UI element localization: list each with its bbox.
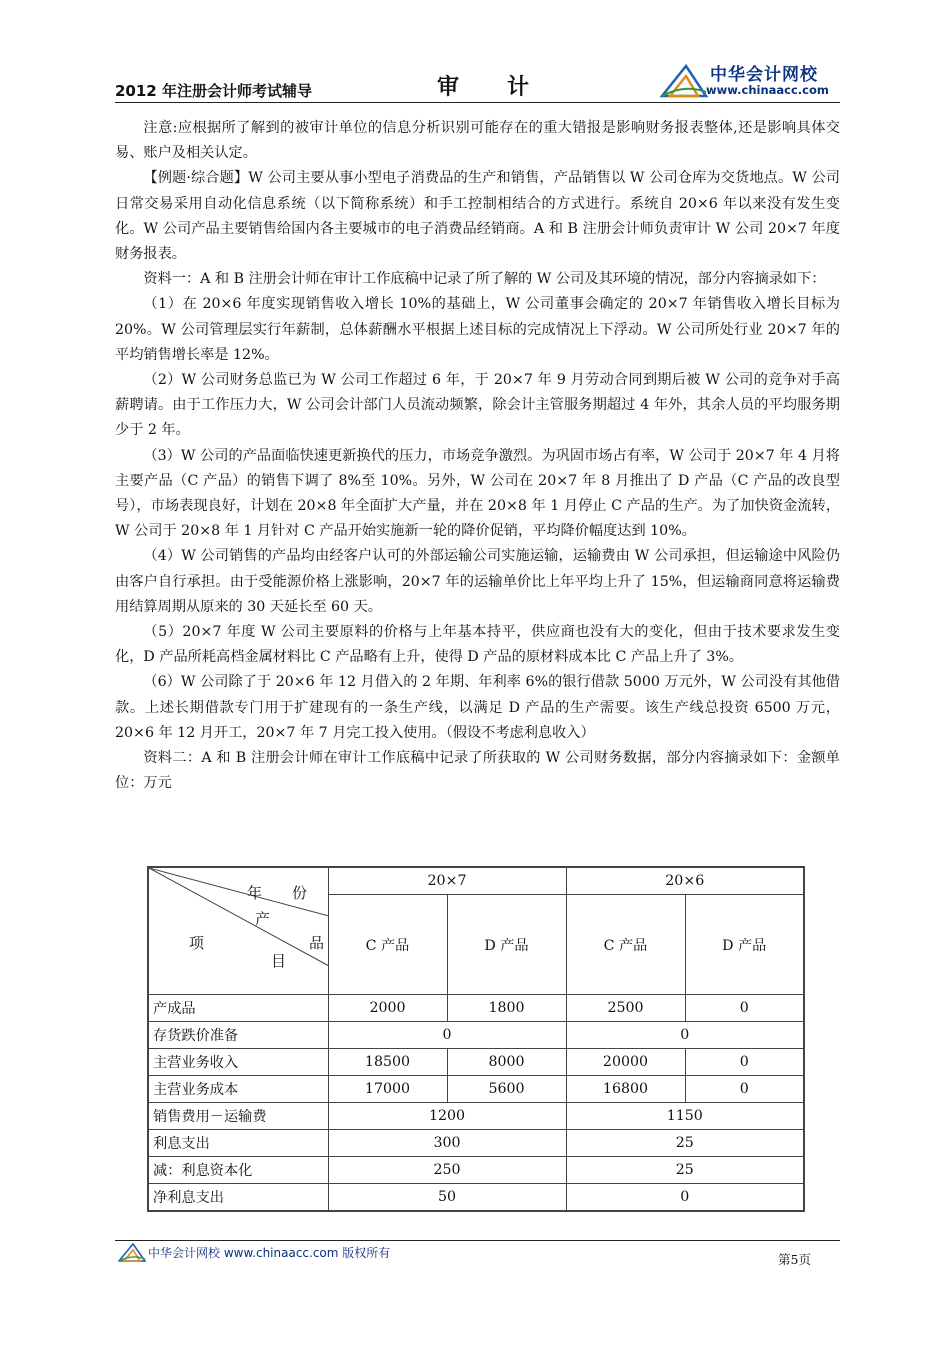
- table-cell: 17000: [328, 1076, 447, 1103]
- header-subject-char-1: 审: [437, 75, 462, 100]
- header-divider: [115, 102, 840, 103]
- logo: [660, 60, 840, 100]
- table-cell: 50: [328, 1184, 566, 1212]
- page-header: [115, 50, 840, 100]
- year-header-1: 20×7: [328, 867, 566, 895]
- product-header: D 产品: [685, 895, 804, 995]
- footer-logo-icon: [118, 1242, 146, 1262]
- logo-name: 中华会计网校: [710, 65, 818, 85]
- row-label: 存货跌价准备: [148, 1022, 328, 1049]
- table-cell: 2500: [566, 995, 685, 1022]
- paragraph-example: 【例题·综合题】W 公司主要从事小型电子消费品的生产和销售，产品销售以 W 公司仓库为交货地点。W 公司日常交易采用自动化信息系统（以下简称系统）和手工控制相结合的方式进行。系统自 20×6 年以来没有发生变化。W 公司产品主要销售给国内各主要城市的电子消费品经销商。A 和 B 注册会计师负责审计 W 公司 20×7 年度财务报表。: [115, 170, 840, 263]
- table-cell: 250: [328, 1157, 566, 1184]
- table-cell: 20000: [566, 1049, 685, 1076]
- paragraph-item-6: （6）W 公司除了于 20×6 年 12 月借入的 2 年期、年利率 6%的银行借款 5000 万元外，W 公司没有其他借款。上述长期借款专门用于扩建现有的一条生产线，以满足 D 产品的生产需要。该生产线总投资 6500 万元，20×6 年 12 月开工，20×7 年 7 月完工投入使用。（假设不考虑利息收入）: [115, 674, 840, 741]
- table-row: [148, 1157, 804, 1184]
- corner-label-pin: 品: [309, 934, 325, 952]
- row-label: 产成品: [148, 995, 328, 1022]
- table-cell: 5600: [447, 1076, 566, 1103]
- corner-label-product: 产: [255, 910, 271, 928]
- page-number: 第5页: [778, 1252, 811, 1267]
- product-header: C 产品: [328, 895, 447, 995]
- table-row: [148, 1022, 804, 1049]
- table-cell: 1150: [566, 1103, 804, 1130]
- header-course-title: 2012 年注册会计师考试辅导: [115, 82, 312, 100]
- row-label: 利息支出: [148, 1130, 328, 1157]
- table-cell: 18500: [328, 1049, 447, 1076]
- logo-url: www.chinaacc.com: [706, 83, 829, 97]
- footer-text: 中华会计网校 www.chinaacc.com 版权所有: [148, 1246, 391, 1260]
- corner-label-item: 项: [189, 934, 205, 952]
- main-content: [115, 116, 840, 796]
- table-row: [148, 1130, 804, 1157]
- table-row: [148, 1049, 804, 1076]
- table-row: [148, 1103, 804, 1130]
- row-label: 主营业务收入: [148, 1049, 328, 1076]
- table-cell: 0: [685, 1076, 804, 1103]
- table-cell: 0: [566, 1022, 804, 1049]
- header-subject: [437, 70, 531, 101]
- paragraph-material-2: 资料二：A 和 B 注册会计师在审计工作底稿中记录了所获取的 W 公司财务数据，部分内容摘录如下：金额单位：万元: [115, 750, 840, 792]
- table-row: [148, 1076, 804, 1103]
- table-cell: 0: [685, 995, 804, 1022]
- row-label: 主营业务成本: [148, 1076, 328, 1103]
- row-label: 净利息支出: [148, 1184, 328, 1212]
- paragraph-note: 注意:应根据所了解到的被审计单位的信息分析识别可能存在的重大错报是影响财务报表整体,还是影响具体交易、账户及相关认定。: [115, 120, 840, 162]
- table-cell: 0: [685, 1049, 804, 1076]
- table-cell: 1200: [328, 1103, 566, 1130]
- row-label: 减：利息资本化: [148, 1157, 328, 1184]
- corner-label-year: 年 份: [247, 884, 308, 902]
- product-header: D 产品: [447, 895, 566, 995]
- financial-data-table: [147, 866, 805, 1212]
- product-header: C 产品: [566, 895, 685, 995]
- row-label: 销售费用－运输费: [148, 1103, 328, 1130]
- table-cell: 25: [566, 1157, 804, 1184]
- paragraph-item-5: （5）20×7 年度 W 公司主要原料的价格与上年基本持平，供应商也没有大的变化，但由于技术要求发生变化，D 产品所耗高档金属材料比 C 产品略有上升，使得 D 产品的原材料成本比 C 产品上升了 3%。: [115, 624, 840, 666]
- paragraph-item-2: （2）W 公司财务总监已为 W 公司工作超过 6 年，于 20×7 年 9 月劳动合同到期后被 W 公司的竞争对手高薪聘请。由于工作压力大，W 公司会计部门人员流动频繁，除会计主管服务期超过 4 年外，其余人员的平均服务期少于 2 年。: [115, 372, 840, 439]
- paragraph-item-1: （1）在 20×6 年度实现销售收入增长 10%的基础上，W 公司董事会确定的 20×7 年销售收入增长目标为 20%。W 公司管理层实行年薪制，总体薪酬水平根据上述目标的完成情况上下浮动。W 公司所处行业 20×7 年的平均销售增长率是 12%。: [115, 296, 840, 363]
- table-cell: 300: [328, 1130, 566, 1157]
- table-cell: 0: [328, 1022, 566, 1049]
- table-cell: 25: [566, 1130, 804, 1157]
- table-cell: 0: [566, 1184, 804, 1212]
- triangle-logo-icon: [660, 62, 708, 98]
- table-row: [148, 1184, 804, 1212]
- header-subject-char-2: 计: [507, 75, 532, 100]
- table-header-row-years: [148, 867, 804, 895]
- footer-divider: [115, 1240, 840, 1241]
- table-cell: 8000: [447, 1049, 566, 1076]
- table-cell: 1800: [447, 995, 566, 1022]
- corner-label-mu: 目: [271, 952, 287, 970]
- table-cell: 16800: [566, 1076, 685, 1103]
- table-corner-cell: [148, 867, 328, 995]
- paragraph-item-4: （4）W 公司销售的产品均由经客户认可的外部运输公司实施运输，运输费由 W 公司承担，但运输途中风险仍由客户自行承担。由于受能源价格上涨影响，20×7 年的运输单价比上年平均上升了 15%，但运输商同意将运输费用结算周期从原来的 30 天延长至 60 天。: [115, 548, 840, 615]
- paragraph-item-3: （3）W 公司的产品面临快速更新换代的压力，市场竞争激烈。为巩固市场占有率，W 公司于 20×7 年 4 月将主要产品（C 产品）的销售下调了 8%至 10%。另外，W 公司在 20×7 年 8 月推出了 D 产品（C 产品的改良型号），市场表现良好，计划在 20×8 年全面扩大产量，并在 20×8 年 1 月停止 C 产品的生产。为了加快资金流转，W 公司于 20×8 年 1 月针对 C 产品开始实施新一轮的降价促销，平均降价幅度达到 10%。: [115, 447, 840, 540]
- paragraph-material-1: 资料一：A 和 B 注册会计师在审计工作底稿中记录了所了解的 W 公司及其环境的情况，部分内容摘录如下：: [143, 271, 826, 288]
- table-cell: 2000: [328, 995, 447, 1022]
- table-row: [148, 995, 804, 1022]
- year-header-2: 20×6: [566, 867, 804, 895]
